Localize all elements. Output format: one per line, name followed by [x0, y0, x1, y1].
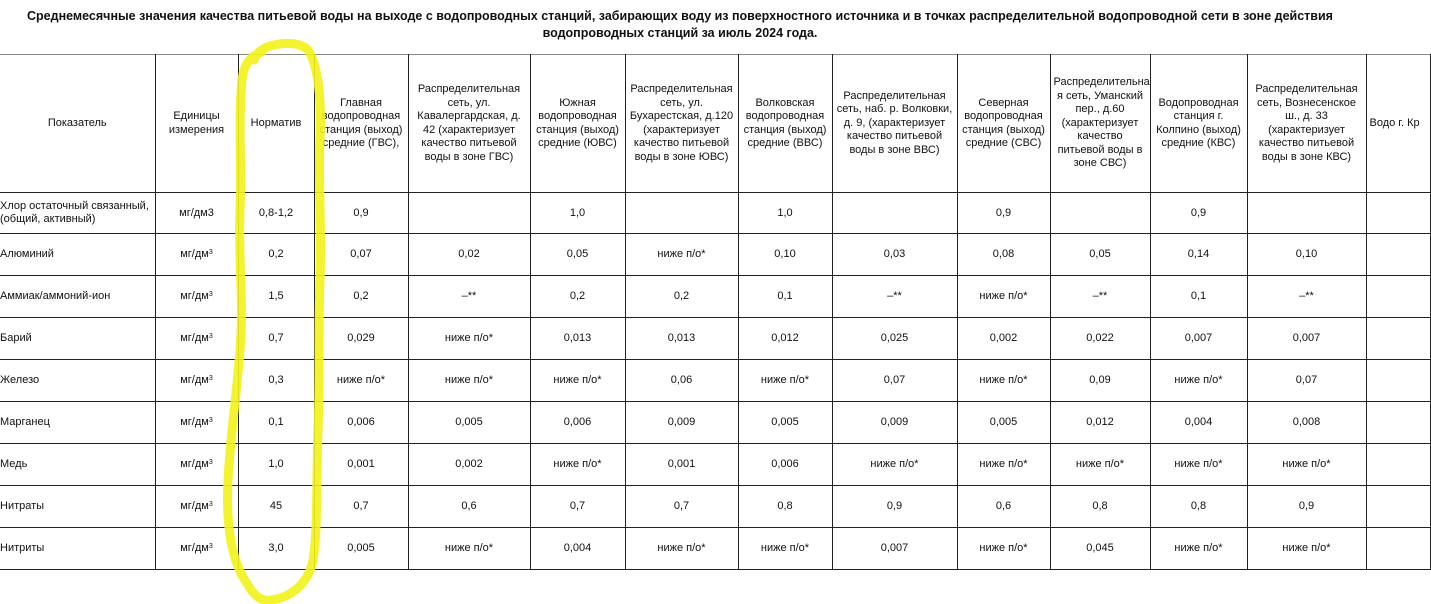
norm-cell: 0,3: [238, 360, 314, 402]
unit-exponent: 3: [208, 417, 213, 424]
value-cell: 0,005: [408, 402, 530, 444]
header-cell: Распределительна я сеть, Уманский пер., д.60 (характеризует качество питьевой воды в зоне СВС): [1050, 55, 1150, 193]
value-cell: 0,05: [530, 234, 625, 276]
value-cell: 0,8: [1050, 486, 1150, 528]
value-cell: 0,006: [314, 402, 408, 444]
value-cell: 0,02: [408, 234, 530, 276]
value-cell: 0,2: [625, 276, 738, 318]
value-cell: ниже п/о*: [957, 360, 1050, 402]
table-row: [0, 402, 1430, 444]
value-cell: 0,9: [957, 193, 1050, 234]
unit-exponent: 3: [208, 375, 213, 382]
value-cell: 0,005: [314, 528, 408, 570]
value-cell: ниже п/о*: [1247, 444, 1366, 486]
unit-cell: [155, 486, 238, 528]
value-cell: 0,07: [1247, 360, 1366, 402]
value-cell: 0,7: [314, 486, 408, 528]
value-cell: ниже п/о*: [957, 276, 1050, 318]
value-cell: 0,006: [738, 444, 832, 486]
value-cell: 0,001: [314, 444, 408, 486]
value-cell: ниже п/о*: [408, 318, 530, 360]
table-row: [0, 360, 1430, 402]
value-cell: 0,022: [1050, 318, 1150, 360]
header-cell: Распределительная сеть, ул. Бухарестская, д.120 (характеризует качество питьевой воды в зоне ЮВС): [625, 55, 738, 193]
header-cell: Показатель: [0, 55, 155, 193]
value-cell: 0,007: [1247, 318, 1366, 360]
value-cell: [1366, 402, 1430, 444]
value-cell: [1366, 193, 1430, 234]
unit-exponent: 3: [208, 501, 213, 508]
indicator-name-cell: Медь: [0, 444, 155, 486]
value-cell: ниже п/о*: [957, 444, 1050, 486]
value-cell: 0,9: [1150, 193, 1247, 234]
header-cell: Норматив: [238, 55, 314, 193]
norm-cell: 0,2: [238, 234, 314, 276]
table-row: [0, 193, 1430, 234]
value-cell: –**: [1050, 276, 1150, 318]
value-cell: ниже п/о*: [738, 528, 832, 570]
table-row: [0, 528, 1430, 570]
document-title: [0, 8, 1360, 42]
table-row: [0, 276, 1430, 318]
indicator-name-cell: Аммиак/аммоний-ион: [0, 276, 155, 318]
value-cell: 0,03: [832, 234, 957, 276]
value-cell: [1247, 193, 1366, 234]
value-cell: ниже п/о*: [625, 234, 738, 276]
value-cell: 0,005: [738, 402, 832, 444]
value-cell: 0,007: [1150, 318, 1247, 360]
header-cell: Распределительная сеть, Вознесенское ш., д. 33 (характеризует качество питьевой воды в зоне КВС): [1247, 55, 1366, 193]
table-body: [0, 193, 1430, 570]
value-cell: 0,08: [957, 234, 1050, 276]
value-cell: ниже п/о*: [738, 360, 832, 402]
value-cell: ниже п/о*: [832, 444, 957, 486]
indicator-name-cell: Алюминий: [0, 234, 155, 276]
value-cell: 0,025: [832, 318, 957, 360]
indicator-name-cell: Хлор остаточный связанный, (общий, активный): [0, 193, 155, 234]
norm-cell: 0,8-1,2: [238, 193, 314, 234]
value-cell: 0,006: [530, 402, 625, 444]
norm-cell: 1,5: [238, 276, 314, 318]
value-cell: [1366, 528, 1430, 570]
value-cell: 0,6: [957, 486, 1050, 528]
value-cell: 0,008: [1247, 402, 1366, 444]
value-cell: 0,8: [1150, 486, 1247, 528]
header-cell: Волковская водопроводная станция (выход) средние (ВВС): [738, 55, 832, 193]
unit-exponent: 3: [208, 333, 213, 340]
unit-exponent: 3: [208, 543, 213, 550]
unit-cell: [155, 402, 238, 444]
value-cell: 0,004: [530, 528, 625, 570]
value-cell: [408, 193, 530, 234]
indicator-name-cell: Барий: [0, 318, 155, 360]
value-cell: –**: [1247, 276, 1366, 318]
value-cell: 0,029: [314, 318, 408, 360]
indicator-name-cell: Марганец: [0, 402, 155, 444]
unit-cell: [155, 318, 238, 360]
header-cell: Южная водопроводная станция (выход) средние (ЮВС): [530, 55, 625, 193]
value-cell: [1366, 234, 1430, 276]
value-cell: ниже п/о*: [1050, 444, 1150, 486]
value-cell: 0,07: [314, 234, 408, 276]
unit-base: мг/дм: [180, 248, 209, 260]
value-cell: 0,09: [1050, 360, 1150, 402]
unit-cell: [155, 528, 238, 570]
value-cell: 0,7: [530, 486, 625, 528]
table-row: [0, 234, 1430, 276]
unit-exponent: 3: [208, 249, 213, 256]
value-cell: ниже п/о*: [1150, 360, 1247, 402]
header-cell: Единицы измерения: [155, 55, 238, 193]
unit-exponent: 3: [208, 459, 213, 466]
value-cell: 0,005: [957, 402, 1050, 444]
value-cell: ниже п/о*: [957, 528, 1050, 570]
value-cell: 0,1: [738, 276, 832, 318]
title-line-1: Среднемесячные значения качества питьевой воды на выходе с водопроводных станций, забирающих воду из поверхностного источника и в точках распределительной водопроводной сети в зоне действия: [27, 9, 1333, 23]
norm-cell: 3,0: [238, 528, 314, 570]
value-cell: [625, 193, 738, 234]
norm-cell: 0,7: [238, 318, 314, 360]
value-cell: ниже п/о*: [408, 528, 530, 570]
unit-base: мг/дм: [180, 416, 209, 428]
unit-cell: [155, 276, 238, 318]
value-cell: [1366, 486, 1430, 528]
norm-cell: 45: [238, 486, 314, 528]
header-cell: Северная водопроводная станция (выход) средние (СВС): [957, 55, 1050, 193]
unit-cell: [155, 360, 238, 402]
value-cell: 0,06: [625, 360, 738, 402]
unit-base: мг/дм: [180, 458, 209, 470]
unit-base: мг/дм: [180, 542, 209, 554]
value-cell: ниже п/о*: [314, 360, 408, 402]
unit-exponent: 3: [208, 291, 213, 298]
value-cell: 0,2: [314, 276, 408, 318]
value-cell: 0,05: [1050, 234, 1150, 276]
value-cell: 1,0: [738, 193, 832, 234]
value-cell: ниже п/о*: [530, 444, 625, 486]
title-line-2: водопроводных станций за июль 2024 года.: [542, 26, 818, 40]
unit-base: мг/дм: [180, 332, 209, 344]
value-cell: 0,013: [625, 318, 738, 360]
header-cell: Распределительная сеть, наб. р. Волковки, д. 9, (характеризует качество питьевой воды в зоне ВВС): [832, 55, 957, 193]
unit-base: мг/дм: [180, 500, 209, 512]
unit-cell: [155, 234, 238, 276]
table-row: [0, 486, 1430, 528]
value-cell: ниже п/о*: [1150, 528, 1247, 570]
value-cell: [1366, 318, 1430, 360]
header-cell: Водопроводная станция г. Колпино (выход) средние (КВС): [1150, 55, 1247, 193]
value-cell: [832, 193, 957, 234]
header-row: [0, 55, 1430, 193]
value-cell: 0,7: [625, 486, 738, 528]
indicator-name-cell: Нитраты: [0, 486, 155, 528]
value-cell: 0,9: [314, 193, 408, 234]
value-cell: 0,10: [1247, 234, 1366, 276]
table-row: [0, 444, 1430, 486]
value-cell: 0,009: [625, 402, 738, 444]
header-cell: Главная водопроводная станция (выход) средние (ГВС),: [314, 55, 408, 193]
norm-cell: 0,1: [238, 402, 314, 444]
value-cell: [1366, 360, 1430, 402]
value-cell: ниже п/о*: [1150, 444, 1247, 486]
norm-cell: 1,0: [238, 444, 314, 486]
value-cell: 0,045: [1050, 528, 1150, 570]
value-cell: 0,1: [1150, 276, 1247, 318]
value-cell: 1,0: [530, 193, 625, 234]
indicator-name-cell: Нитриты: [0, 528, 155, 570]
value-cell: [1366, 444, 1430, 486]
value-cell: 0,9: [1247, 486, 1366, 528]
value-cell: 0,001: [625, 444, 738, 486]
value-cell: 0,14: [1150, 234, 1247, 276]
value-cell: [1050, 193, 1150, 234]
value-cell: 0,8: [738, 486, 832, 528]
table-row: [0, 318, 1430, 360]
value-cell: ниже п/о*: [625, 528, 738, 570]
value-cell: ниже п/о*: [408, 360, 530, 402]
value-cell: 0,007: [832, 528, 957, 570]
value-cell: 0,012: [1050, 402, 1150, 444]
unit-base: мг/дм: [180, 290, 209, 302]
value-cell: 0,013: [530, 318, 625, 360]
value-cell: 0,9: [832, 486, 957, 528]
value-cell: 0,009: [832, 402, 957, 444]
value-cell: 0,10: [738, 234, 832, 276]
value-cell: 0,2: [530, 276, 625, 318]
value-cell: 0,012: [738, 318, 832, 360]
value-cell: 0,002: [408, 444, 530, 486]
unit-cell: мг/дм3: [155, 193, 238, 234]
value-cell: –**: [832, 276, 957, 318]
value-cell: 0,002: [957, 318, 1050, 360]
value-cell: 0,004: [1150, 402, 1247, 444]
water-quality-table: [0, 54, 1431, 570]
value-cell: ниже п/о*: [530, 360, 625, 402]
unit-cell: [155, 444, 238, 486]
header-cell: Распределительная сеть, ул. Кавалергардская, д. 42 (характеризует качество питьевой воды в зоне ГВС): [408, 55, 530, 193]
value-cell: ниже п/о*: [1247, 528, 1366, 570]
indicator-name-cell: Железо: [0, 360, 155, 402]
value-cell: –**: [408, 276, 530, 318]
unit-base: мг/дм: [180, 374, 209, 386]
header-cell: Водо г. Кр: [1366, 55, 1430, 193]
value-cell: [1366, 276, 1430, 318]
water-quality-table-container: [0, 54, 1420, 604]
value-cell: 0,07: [832, 360, 957, 402]
value-cell: 0,6: [408, 486, 530, 528]
